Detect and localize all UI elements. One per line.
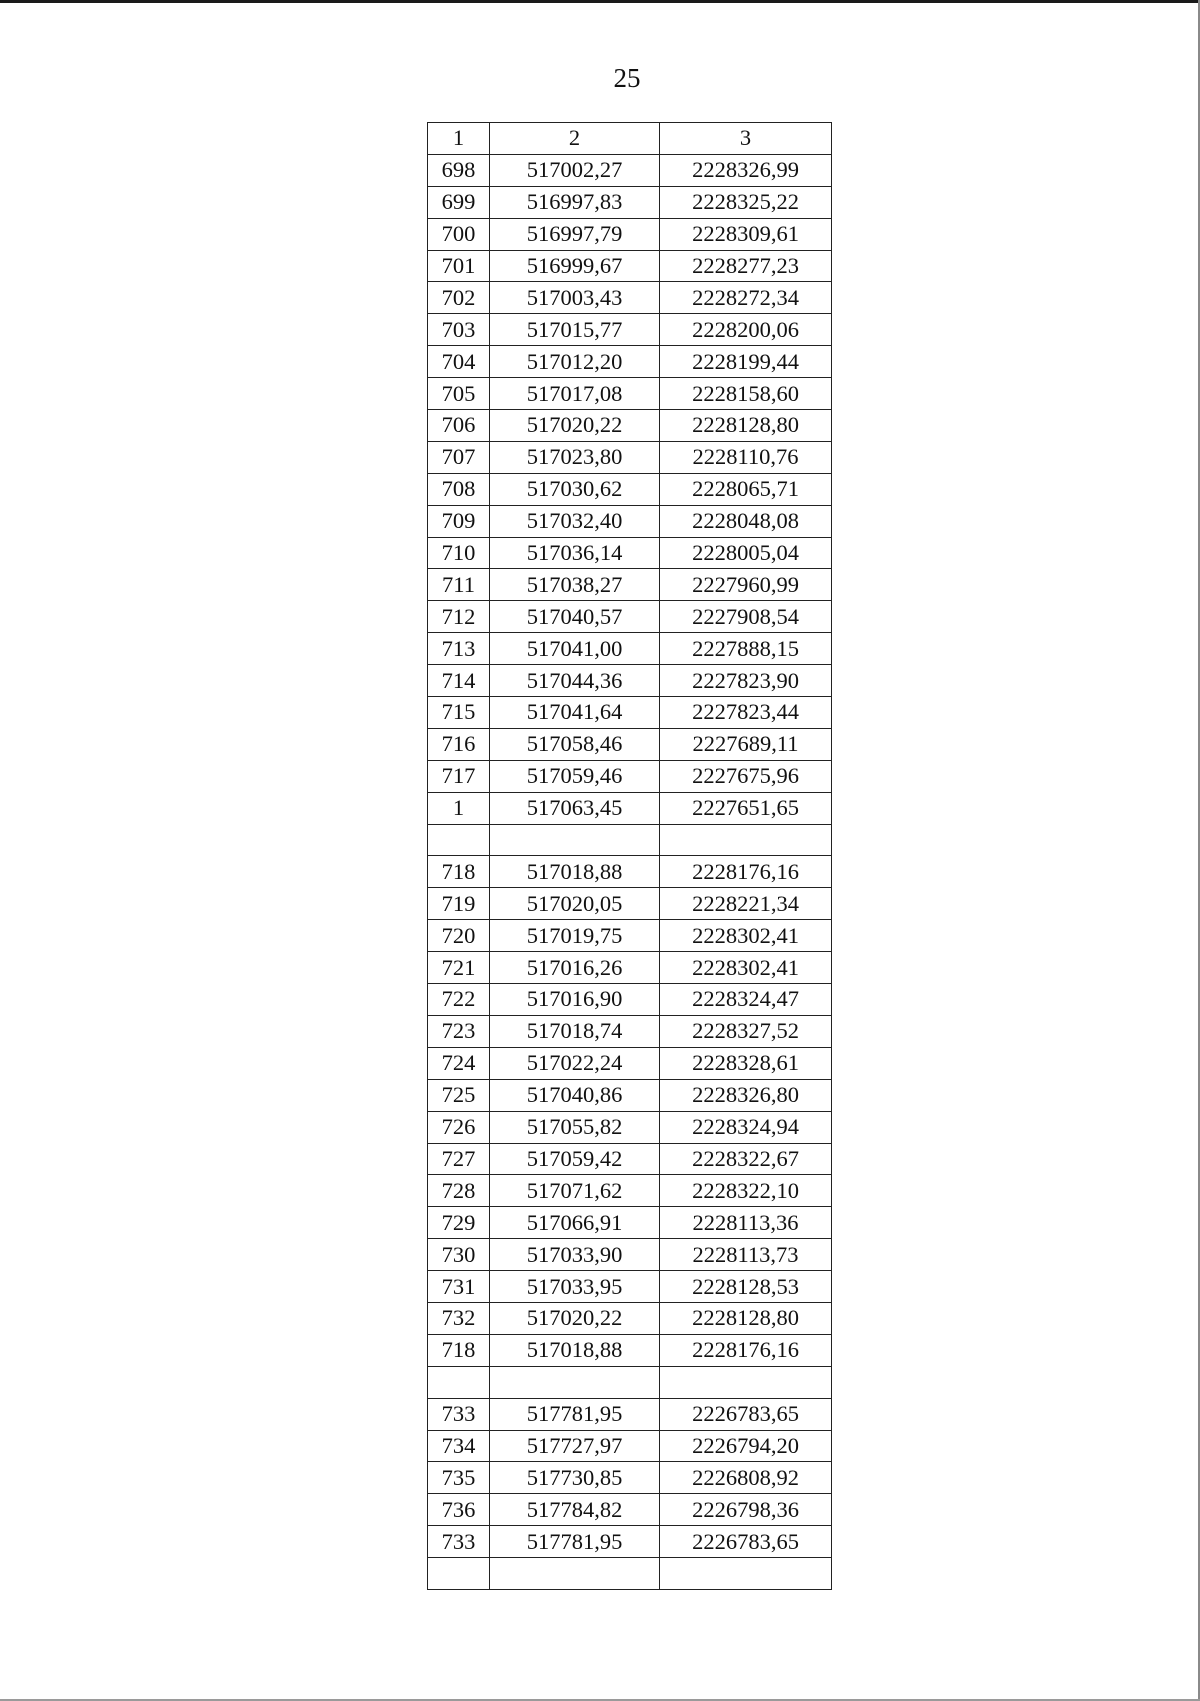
table-row	[428, 282, 832, 314]
cell-x-coordinate: 517727,97	[490, 1430, 660, 1462]
cell-x-coordinate: 517030,62	[490, 473, 660, 505]
cell-y-coordinate: 2227651,65	[660, 792, 832, 824]
cell-x-coordinate: 517058,46	[490, 728, 660, 760]
header-cell-y: 3	[660, 123, 832, 155]
table-row	[428, 1366, 832, 1398]
cell-x-coordinate: 517041,00	[490, 633, 660, 665]
cell-point-number: 698	[428, 154, 490, 186]
cell-x-coordinate: 517059,46	[490, 760, 660, 792]
scan-edge-top	[0, 0, 1200, 3]
table-row	[428, 410, 832, 442]
table-row	[428, 601, 832, 633]
table-row	[428, 824, 832, 856]
cell-y-coordinate: 2228309,61	[660, 218, 832, 250]
cell-y-coordinate: 2228326,99	[660, 154, 832, 186]
cell-x-coordinate: 517041,64	[490, 697, 660, 729]
table-row	[428, 569, 832, 601]
cell-point-number: 707	[428, 441, 490, 473]
cell-point-number: 727	[428, 1143, 490, 1175]
table-row	[428, 952, 832, 984]
table-row	[428, 1239, 832, 1271]
cell-point-number: 732	[428, 1302, 490, 1334]
cell-point-number: 723	[428, 1015, 490, 1047]
cell-point-number: 702	[428, 282, 490, 314]
cell-y-coordinate: 2228128,80	[660, 410, 832, 442]
cell-x-coordinate: 517038,27	[490, 569, 660, 601]
cell-y-coordinate: 2227908,54	[660, 601, 832, 633]
table-row	[428, 218, 832, 250]
cell-point-number: 720	[428, 920, 490, 952]
cell-x-coordinate: 517040,86	[490, 1079, 660, 1111]
cell-x-coordinate: 517033,90	[490, 1239, 660, 1271]
cell-x-coordinate: 517018,88	[490, 856, 660, 888]
cell-x-coordinate: 517055,82	[490, 1111, 660, 1143]
cell-y-coordinate: 2228326,80	[660, 1079, 832, 1111]
cell-y-coordinate: 2227689,11	[660, 728, 832, 760]
cell-y-coordinate: 2227675,96	[660, 760, 832, 792]
cell-y-coordinate: 2228128,80	[660, 1302, 832, 1334]
table-row	[428, 1079, 832, 1111]
table-row	[428, 1462, 832, 1494]
cell-point-number: 716	[428, 728, 490, 760]
cell-y-coordinate: 2228325,22	[660, 186, 832, 218]
cell-x-coordinate: 517781,95	[490, 1398, 660, 1430]
cell-x-coordinate: 517018,88	[490, 1334, 660, 1366]
table-row	[428, 314, 832, 346]
table-row	[428, 1015, 832, 1047]
cell-y-coordinate: 2228199,44	[660, 346, 832, 378]
cell-point-number: 705	[428, 378, 490, 410]
cell-x-coordinate: 517033,95	[490, 1271, 660, 1303]
table-row	[428, 154, 832, 186]
cell-point-number: 699	[428, 186, 490, 218]
cell-x-coordinate	[490, 1558, 660, 1590]
cell-y-coordinate: 2228272,34	[660, 282, 832, 314]
cell-point-number: 719	[428, 888, 490, 920]
cell-y-coordinate: 2226808,92	[660, 1462, 832, 1494]
table-row	[428, 505, 832, 537]
cell-x-coordinate: 517040,57	[490, 601, 660, 633]
table-row	[428, 665, 832, 697]
cell-y-coordinate: 2228328,61	[660, 1047, 832, 1079]
cell-x-coordinate: 517781,95	[490, 1526, 660, 1558]
cell-point-number	[428, 824, 490, 856]
cell-point-number: 1	[428, 792, 490, 824]
cell-y-coordinate: 2228005,04	[660, 537, 832, 569]
cell-x-coordinate: 517730,85	[490, 1462, 660, 1494]
cell-point-number: 714	[428, 665, 490, 697]
cell-point-number: 708	[428, 473, 490, 505]
cell-point-number: 734	[428, 1430, 490, 1462]
cell-x-coordinate: 516999,67	[490, 250, 660, 282]
cell-y-coordinate: 2227960,99	[660, 569, 832, 601]
cell-point-number: 715	[428, 697, 490, 729]
cell-y-coordinate	[660, 1558, 832, 1590]
table-row	[428, 1143, 832, 1175]
cell-point-number	[428, 1558, 490, 1590]
table-row	[428, 346, 832, 378]
cell-y-coordinate: 2226798,36	[660, 1494, 832, 1526]
table-row	[428, 1494, 832, 1526]
table-row	[428, 378, 832, 410]
cell-x-coordinate: 517020,22	[490, 1302, 660, 1334]
cell-y-coordinate: 2228176,16	[660, 856, 832, 888]
table-row	[428, 856, 832, 888]
cell-x-coordinate: 517036,14	[490, 537, 660, 569]
cell-y-coordinate	[660, 1366, 832, 1398]
cell-x-coordinate: 516997,79	[490, 218, 660, 250]
header-cell-x: 2	[490, 123, 660, 155]
table-row	[428, 441, 832, 473]
table-row	[428, 920, 832, 952]
table-row	[428, 728, 832, 760]
cell-x-coordinate: 517044,36	[490, 665, 660, 697]
cell-y-coordinate: 2228302,41	[660, 952, 832, 984]
page-number: 25	[613, 63, 641, 93]
table-row	[428, 473, 832, 505]
cell-x-coordinate: 516997,83	[490, 186, 660, 218]
cell-x-coordinate: 517066,91	[490, 1207, 660, 1239]
cell-x-coordinate	[490, 1366, 660, 1398]
cell-point-number: 709	[428, 505, 490, 537]
cell-y-coordinate: 2227823,90	[660, 665, 832, 697]
cell-y-coordinate: 2228065,71	[660, 473, 832, 505]
cell-y-coordinate: 2228110,76	[660, 441, 832, 473]
cell-x-coordinate: 517015,77	[490, 314, 660, 346]
table-row	[428, 186, 832, 218]
cell-point-number: 735	[428, 1462, 490, 1494]
cell-x-coordinate: 517023,80	[490, 441, 660, 473]
table-row	[428, 537, 832, 569]
cell-y-coordinate: 2228322,67	[660, 1143, 832, 1175]
cell-x-coordinate: 517002,27	[490, 154, 660, 186]
cell-y-coordinate: 2228113,36	[660, 1207, 832, 1239]
table-header-row	[428, 123, 832, 155]
cell-x-coordinate: 517020,05	[490, 888, 660, 920]
cell-x-coordinate: 517003,43	[490, 282, 660, 314]
cell-y-coordinate: 2228302,41	[660, 920, 832, 952]
table-row	[428, 888, 832, 920]
cell-y-coordinate: 2228324,47	[660, 984, 832, 1016]
cell-y-coordinate: 2226794,20	[660, 1430, 832, 1462]
table-row	[428, 984, 832, 1016]
table-row	[428, 760, 832, 792]
cell-y-coordinate: 2228277,23	[660, 250, 832, 282]
cell-y-coordinate: 2228322,10	[660, 1175, 832, 1207]
cell-point-number: 718	[428, 1334, 490, 1366]
cell-x-coordinate: 517022,24	[490, 1047, 660, 1079]
cell-y-coordinate: 2228048,08	[660, 505, 832, 537]
cell-point-number: 728	[428, 1175, 490, 1207]
table-row	[428, 1111, 832, 1143]
cell-point-number: 721	[428, 952, 490, 984]
cell-point-number: 726	[428, 1111, 490, 1143]
cell-point-number: 717	[428, 760, 490, 792]
cell-point-number: 730	[428, 1239, 490, 1271]
table-row	[428, 250, 832, 282]
cell-point-number: 725	[428, 1079, 490, 1111]
cell-point-number: 700	[428, 218, 490, 250]
cell-point-number: 710	[428, 537, 490, 569]
cell-y-coordinate: 2228176,16	[660, 1334, 832, 1366]
cell-x-coordinate: 517071,62	[490, 1175, 660, 1207]
cell-point-number: 713	[428, 633, 490, 665]
table-body	[428, 154, 832, 1589]
cell-y-coordinate: 2228221,34	[660, 888, 832, 920]
cell-x-coordinate: 517032,40	[490, 505, 660, 537]
cell-point-number: 718	[428, 856, 490, 888]
cell-x-coordinate: 517016,26	[490, 952, 660, 984]
cell-point-number: 731	[428, 1271, 490, 1303]
table-row	[428, 1207, 832, 1239]
table-row	[428, 1558, 832, 1590]
cell-y-coordinate: 2228128,53	[660, 1271, 832, 1303]
cell-y-coordinate: 2228327,52	[660, 1015, 832, 1047]
cell-point-number: 706	[428, 410, 490, 442]
cell-point-number: 729	[428, 1207, 490, 1239]
table-row	[428, 1271, 832, 1303]
cell-point-number: 724	[428, 1047, 490, 1079]
cell-x-coordinate	[490, 824, 660, 856]
table-row	[428, 792, 832, 824]
cell-x-coordinate: 517059,42	[490, 1143, 660, 1175]
cell-point-number: 703	[428, 314, 490, 346]
cell-x-coordinate: 517063,45	[490, 792, 660, 824]
cell-y-coordinate: 2228158,60	[660, 378, 832, 410]
cell-x-coordinate: 517784,82	[490, 1494, 660, 1526]
cell-y-coordinate: 2228200,06	[660, 314, 832, 346]
table-row	[428, 1526, 832, 1558]
table-row	[428, 1175, 832, 1207]
cell-point-number: 704	[428, 346, 490, 378]
coordinates-table	[427, 122, 832, 1590]
cell-y-coordinate: 2227823,44	[660, 697, 832, 729]
cell-y-coordinate: 2226783,65	[660, 1398, 832, 1430]
header-cell-point-number: 1	[428, 123, 490, 155]
cell-point-number	[428, 1366, 490, 1398]
cell-x-coordinate: 517012,20	[490, 346, 660, 378]
cell-y-coordinate	[660, 824, 832, 856]
cell-point-number: 722	[428, 984, 490, 1016]
cell-point-number: 712	[428, 601, 490, 633]
cell-y-coordinate: 2228113,73	[660, 1239, 832, 1271]
table-row	[428, 1047, 832, 1079]
table-row	[428, 1302, 832, 1334]
cell-y-coordinate: 2226783,65	[660, 1526, 832, 1558]
table-row	[428, 1430, 832, 1462]
cell-point-number: 701	[428, 250, 490, 282]
cell-x-coordinate: 517017,08	[490, 378, 660, 410]
cell-point-number: 733	[428, 1526, 490, 1558]
table-row	[428, 633, 832, 665]
table-row	[428, 1334, 832, 1366]
cell-x-coordinate: 517016,90	[490, 984, 660, 1016]
cell-point-number: 736	[428, 1494, 490, 1526]
cell-x-coordinate: 517018,74	[490, 1015, 660, 1047]
cell-point-number: 711	[428, 569, 490, 601]
table-row	[428, 1398, 832, 1430]
table-row	[428, 697, 832, 729]
cell-point-number: 733	[428, 1398, 490, 1430]
cell-x-coordinate: 517019,75	[490, 920, 660, 952]
cell-y-coordinate: 2227888,15	[660, 633, 832, 665]
cell-y-coordinate: 2228324,94	[660, 1111, 832, 1143]
cell-x-coordinate: 517020,22	[490, 410, 660, 442]
